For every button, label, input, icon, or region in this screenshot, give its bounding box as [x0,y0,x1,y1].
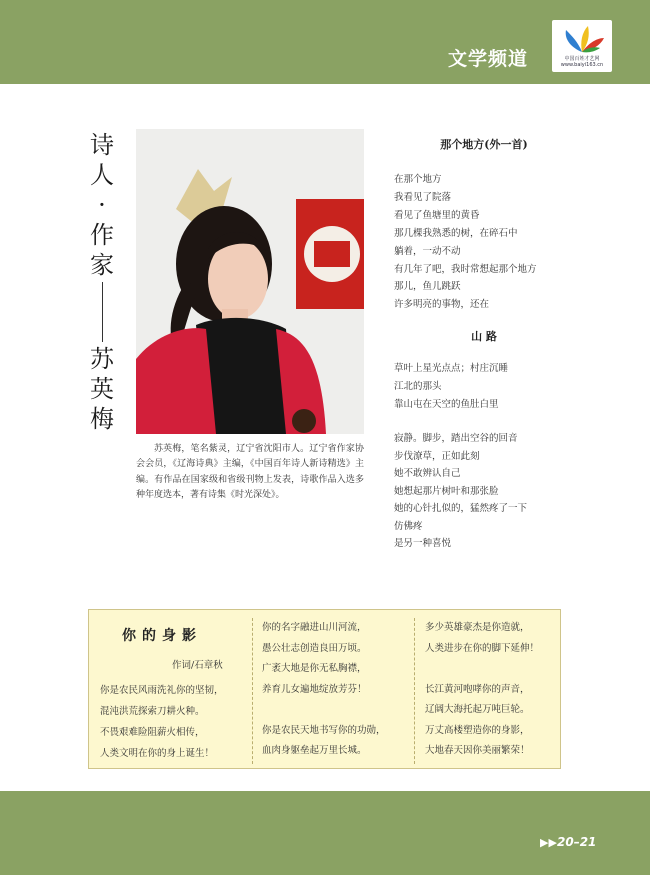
poem-stanza [394,430,584,553]
lyric-line: 混沌洪荒探索刀耕火种。 [100,706,205,717]
poem-title: 那个地方(外一首) [440,138,528,151]
poem-line: 躺着，一动不动 [394,245,461,257]
lyric-spacer [262,700,386,721]
footer-bar [0,791,650,875]
double-arrow-icon: ▶▶ [540,836,557,849]
lyric-line: 血肉身躯垒起万里长城。 [262,745,367,756]
poem-stanza [394,360,584,414]
channel-title: 文学频道 [448,48,529,70]
lyric-line: 大地春天因你美丽繁荣！ [425,745,530,756]
poem-line: 那几棵我熟悉的树，在碎石中 [394,227,518,239]
logo-caption: 中国百姓才艺网 www.baiyi163.cn [560,56,604,68]
poem-line: 步伐潦草，正如此刻 [394,450,480,462]
title-char: 梅 [90,405,114,433]
petal-logo-icon [558,22,606,56]
column-divider [414,618,415,764]
lyric-line: 万丈高楼塑造你的身影， [425,724,530,736]
site-logo [552,20,612,72]
lyric-line: 广袤大地是你无私胸襟， [262,663,367,674]
poem-line: 江北的那头 [394,380,442,392]
lyrics-column [425,618,539,762]
title-char: 作 [90,221,114,249]
title-char: 人 [90,161,114,189]
song-title: 你的身影 [122,628,202,644]
poem-line: 我看见了院落 [394,191,452,203]
poem-line: 仿佛疼 [394,520,423,532]
poem-line: 她的心针扎似的，猛然疼了一下 [394,503,528,514]
title-char: 苏 [90,345,114,373]
poem-line: 那儿，鱼儿跳跃 [394,281,461,293]
lyric-line: 人类文明在你的身上诞生！ [100,748,215,759]
title-char: 家 [90,251,114,279]
poem-line: 有几年了吧，我时常想起那个地方 [394,263,537,275]
title-char: · [98,191,106,219]
lyric-line: 不畏艰难险阻薪火相传， [100,727,205,738]
poem-title: 山 路 [471,330,497,343]
lyric-line: 你的名字融进山川河流， [262,622,367,633]
page-numbers: 20–21 [557,835,597,849]
poem-body [394,171,584,314]
poem-line: 在那个地方 [394,174,442,185]
lyrics-column [262,618,386,762]
poem-line: 草叶上星光点点；村庄沉睡 [394,363,509,374]
title-char: 英 [90,375,114,403]
feature-vertical-title [85,130,119,434]
lyrics-column [100,680,224,764]
column-divider [252,618,253,764]
poem-line: 是另一种喜悦 [394,538,452,549]
lyric-line: 养育儿女遍地绽放芳芬！ [262,683,367,695]
poem-line: 看见了鱼塘里的黄昏 [394,209,480,221]
lyric-line: 辽阔大海托起万吨巨轮。 [425,704,530,715]
poem-line: 靠山屯在天空的鱼肚白里 [394,398,499,410]
title-divider [102,282,103,342]
lyric-line: 多少英雄豪杰是你造就， [425,622,530,633]
song-lyricist: 作词/石章秋 [172,660,223,671]
poem-line: 她想起那片树叶和那张脸 [394,485,499,497]
lyric-spacer [425,659,539,680]
title-char: 诗 [90,131,114,159]
lyric-line: 长江黄河咆哮你的声音， [425,683,530,695]
poem-line: 她不敢辨认自己 [394,468,461,479]
lyric-line: 愚公壮志创造良田万顷。 [262,642,367,654]
poem-line: 寂静。脚步，踏出空谷的回音 [394,433,518,444]
lyric-line: 你是农民风雨洗礼你的坚韧， [100,685,224,696]
lyric-line: 人类进步在你的脚下延伸！ [425,642,540,654]
poem-line: 许多明亮的事物，还在 [394,299,490,311]
author-bio: 苏英梅，笔名紫灵，辽宁省沈阳市人。辽宁省作家协会会员，《辽海诗典》主编，《中国百年诗人新诗精选》主编。有作品在国家级和省级刊物上发表，诗歌作品入选多种年度选本，著有诗集《时光深处》。 [136,444,364,501]
author-portrait [136,129,364,434]
lyric-line: 你是农民天地书写你的功勋， [262,724,386,736]
